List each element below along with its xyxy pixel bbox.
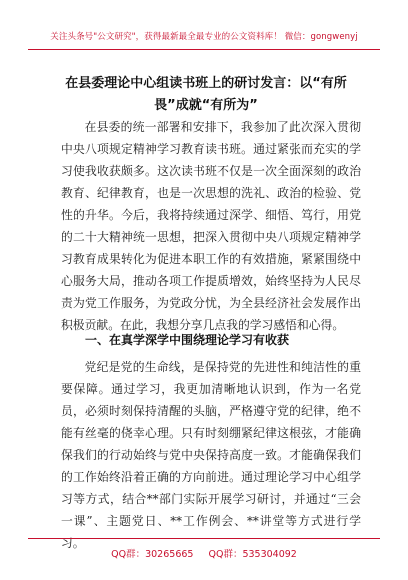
footer — [0, 546, 408, 560]
qq-group-2: QQ群：535304092 — [208, 549, 297, 560]
section-heading: 一、在真学深学中围绕理论学习有收获 — [85, 333, 290, 347]
header-divider — [28, 49, 380, 50]
document-title: 在县委理论中心组读书班上的研讨发言：以“有所畏”成就“有所为” — [65, 76, 347, 113]
qq-group-1: QQ群：30265665 — [111, 549, 194, 560]
footer-divider — [28, 538, 380, 539]
header-banner: 关注头条号"公文研究"，获得最新最全最专业的公文资料库！ 微信：gongwenyj — [50, 32, 358, 42]
intro-paragraph: 在县委的统一部署和安排下，我参加了此次深入贯彻中央八项规定精神学习教育读书班。通过紧张而充实的学习使我收获颇多。这次读书班不仅是一次全面深刻的政治教育、纪律教育，也是一次思想的洗礼、政治的检验、党性的升华。今后，我将持续通过深学、细悟、笃行，用党的二十大精神统一思想，把深入贯彻中央八项规定精神学习教育成果转化为促进本职工作的有效措施，紧紧围绕中心服务大局，推动各项工作提质增效，始终坚持为人民尽责为党工作服务，为党政分忧，为全县经济社会发展作出积极贡献。在此，我想分享几点我的学习感悟和心得。 — [61, 120, 361, 332]
section-paragraph: 党纪是党的生命线，是保持党的先进性和纯洁性的重要保障。通过学习，我更加清晰地认识到，作为一名党员，必须时刻保持清醒的头脑，严格遵守党的纪律，绝不能有丝毫的侥幸心理。只有时刻绷紧纪律这根弦，才能确保我们的行动始终与党中央保持高度一致。才能确保我们的工作始终沿着正确的方向前进。通过理论学习中心组学习等方式，结合**部门实际开展学习研讨，并通过“三会一课”、主题党日、**工作例会、**讲堂等方式进行学习。 — [61, 360, 361, 550]
